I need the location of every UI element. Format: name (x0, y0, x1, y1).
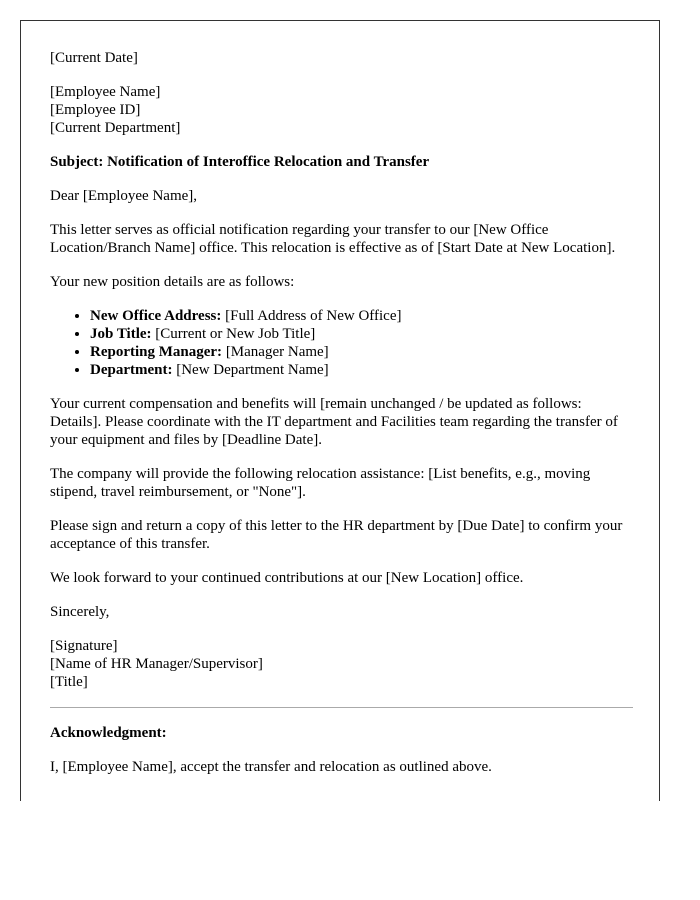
detail-value: [New Department Name] (172, 362, 329, 378)
compensation-paragraph: Your current compensation and benefits will [remain unchanged / be updated as follows: Details]. Please coordinate with the IT department and Facilities team regarding the transfer of your equipment and files by [Deadline Date]. (50, 396, 618, 448)
subject-line (50, 153, 633, 171)
signer-name: [Name of HR Manager/Supervisor] (50, 656, 263, 672)
detail-value: [Manager Name] (222, 344, 329, 360)
acknowledgment-statement: I, [Employee Name], accept the transfer and relocation as outlined above. (50, 759, 492, 775)
valediction: Sincerely, (50, 604, 110, 620)
recipient-id: [Employee ID] (50, 102, 141, 118)
recipient-block (50, 83, 633, 137)
detail-value: [Full Address of New Office] (221, 308, 402, 324)
signature-block (50, 637, 633, 691)
letter-page (20, 20, 660, 801)
letter-body (50, 49, 633, 792)
sign-return-paragraph: Please sign and return a copy of this letter to the HR department by [Due Date] to confirm your acceptance of this transfer. (50, 518, 623, 552)
subject-text: Subject: Notification of Interoffice Relocation and Transfer (50, 154, 430, 170)
list-item-department (90, 361, 633, 379)
detail-value: [Current or New Job Title] (151, 326, 316, 342)
acknowledgment-heading (50, 724, 633, 742)
detail-label: Reporting Manager: (90, 344, 223, 360)
recipient-name: [Employee Name] (50, 84, 161, 100)
assistance-paragraph: The company will provide the following relocation assistance: [List benefits, e.g., moving stipend, travel reimbursement, or "None"]. (50, 466, 591, 500)
list-item-new-office-address (90, 307, 633, 325)
closing-note: We look forward to your continued contributions at our [New Location] office. (50, 570, 524, 586)
signature-placeholder: [Signature] (50, 638, 118, 654)
salutation: Dear [Employee Name], (50, 188, 198, 204)
signer-title: [Title] (50, 674, 88, 690)
current-date: [Current Date] (50, 50, 138, 66)
details-list (50, 307, 633, 379)
detail-label: Job Title: (90, 326, 152, 342)
list-item-reporting-manager (90, 343, 633, 361)
detail-label: New Office Address: (90, 308, 222, 324)
intro-paragraph: This letter serves as official notification regarding your transfer to our [New Office Location/Branch Name] office. This relocation is effective as of [Start Date at New Location]. (50, 222, 616, 256)
detail-label: Department: (90, 362, 173, 378)
recipient-department: [Current Department] (50, 120, 181, 136)
section-divider (50, 707, 633, 708)
details-intro: Your new position details are as follows: (50, 274, 295, 290)
list-item-job-title (90, 325, 633, 343)
acknowledgment-heading-text: Acknowledgment: (50, 725, 167, 741)
